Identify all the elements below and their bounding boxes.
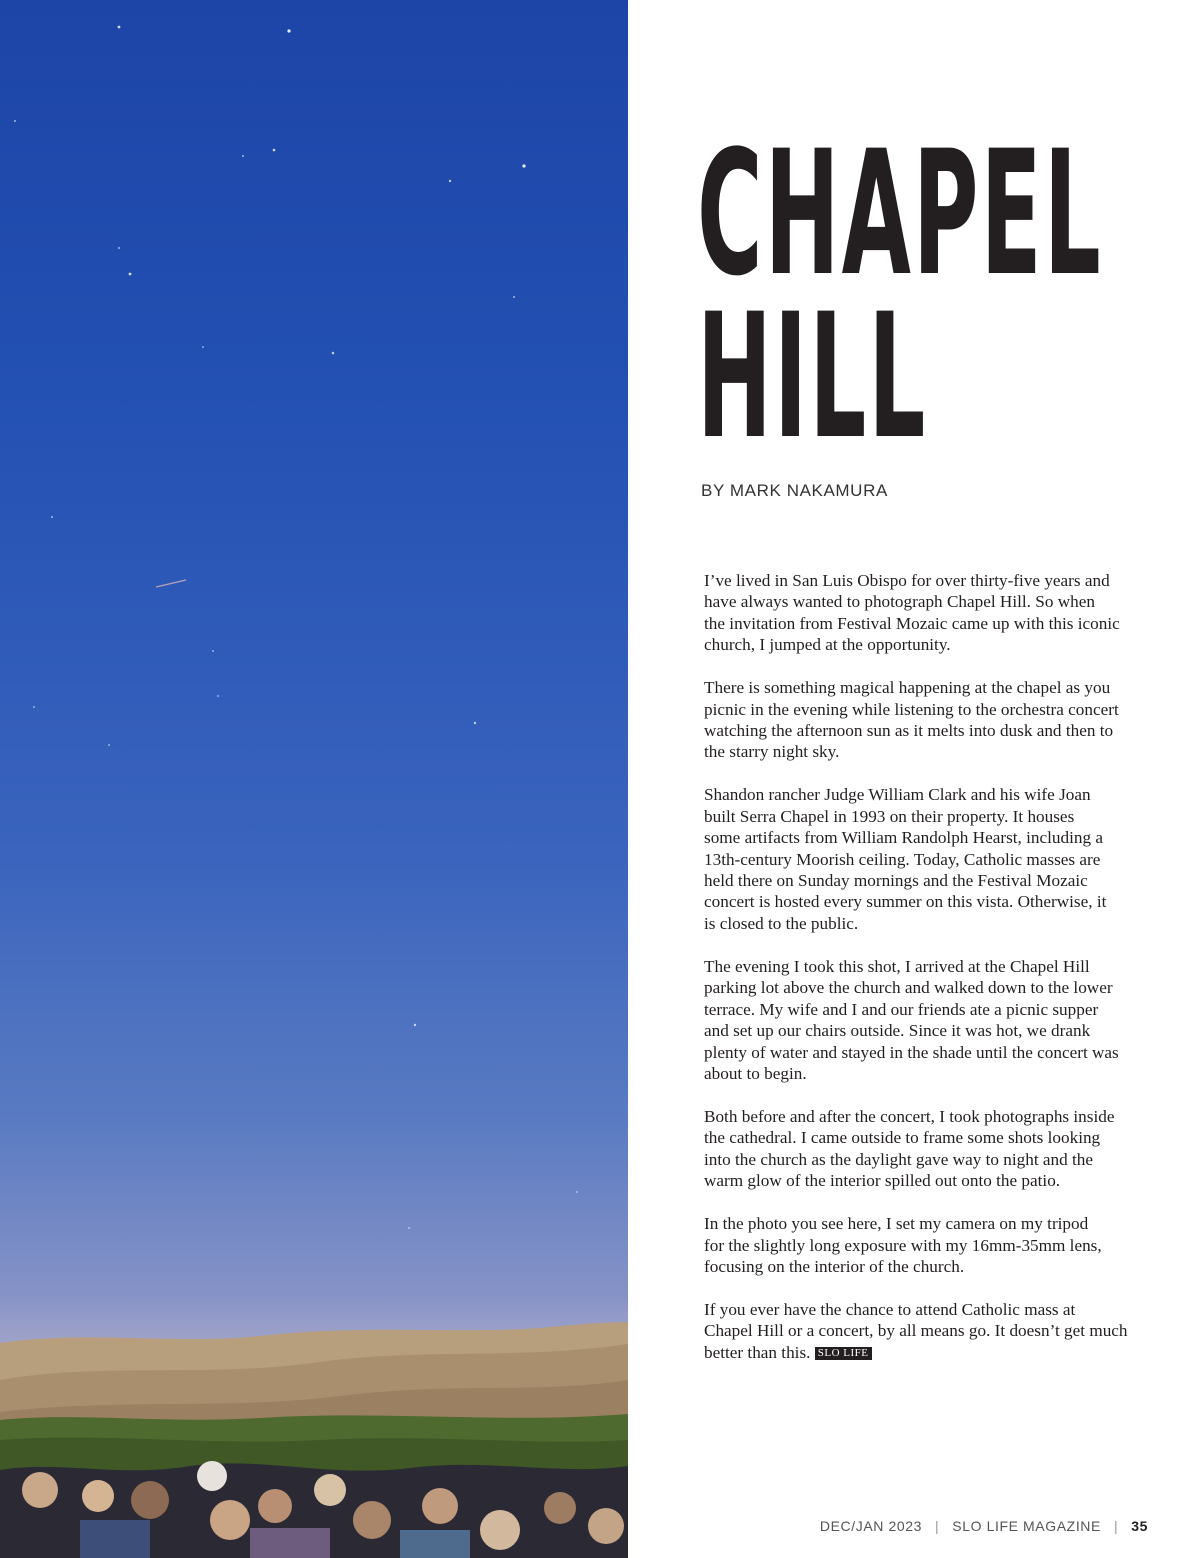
stars — [14, 26, 578, 1229]
paragraph: In the photo you see here, I set my camera on my tripod for the slightly long exposure with my 16mm-35mm lens, focusing on the interior of the church. — [704, 1214, 1102, 1276]
footer-separator: | — [1113, 1518, 1119, 1534]
paragraph-last-text: If you ever have the chance to attend Catholic mass at Chapel Hill or a concert, by all means go. It doesn’t get much better than this. — [704, 1299, 1128, 1362]
title-line-2: HILL — [697, 276, 928, 477]
crowd — [0, 1461, 628, 1558]
paragraph: Both before and after the concert, I took photographs inside the cathedral. I came outside to frame some shots looking into the church as the daylight gave way to night and the warm glow of the interior spilled out onto the patio. — [704, 1106, 1115, 1191]
paragraph: There is something magical happening at the chapel as you picnic in the evening while listening to the orchestra concert watching the afternoon sun as it melts into dusk and then to the starry night sky. — [704, 678, 1119, 762]
page-number: 35 — [1131, 1518, 1148, 1534]
article-body — [704, 570, 1154, 1385]
byline: BY MARK NAKAMURA — [701, 481, 888, 500]
paragraph-last — [704, 1299, 1154, 1363]
footer-issue: DEC/JAN 2023 — [819, 1518, 923, 1534]
end-mark: SLO LIFE — [815, 1347, 872, 1360]
article-title — [697, 113, 1103, 477]
paragraph: The evening I took this shot, I arrived at the Chapel Hill parking lot above the church and walked down to the lower terrace. My wife and I and our friends ate a picnic supper and set up our chairs outside. Since it was hot, we drank plenty of water and stayed in the shade until the concert was about to begin. — [704, 956, 1119, 1083]
paragraph: I’ve lived in San Luis Obispo for over thirty-five years and have always wanted to photograph Chapel Hill. So when the invitation from Festival Mozaic came up with this iconic church, I jumped at the opportunity. — [704, 571, 1120, 655]
page-footer — [820, 1518, 1148, 1534]
footer-magazine: SLO LIFE MAGAZINE — [952, 1518, 1101, 1534]
footer-separator: | — [935, 1518, 940, 1534]
paragraph: Shandon rancher Judge William Clark and his wife Joan built Serra Chapel in 1993 on their property. It houses some artifacts from William Randolph Hearst, including a 13th-century Moorish ceiling. Today, Catholic masses are held there on Sunday mornings and the Festival Mozaic concert is hosted every summer on this vista. Otherwise, it is closed to the public. — [704, 785, 1107, 933]
title-line-1: CHAPEL — [697, 113, 1103, 314]
